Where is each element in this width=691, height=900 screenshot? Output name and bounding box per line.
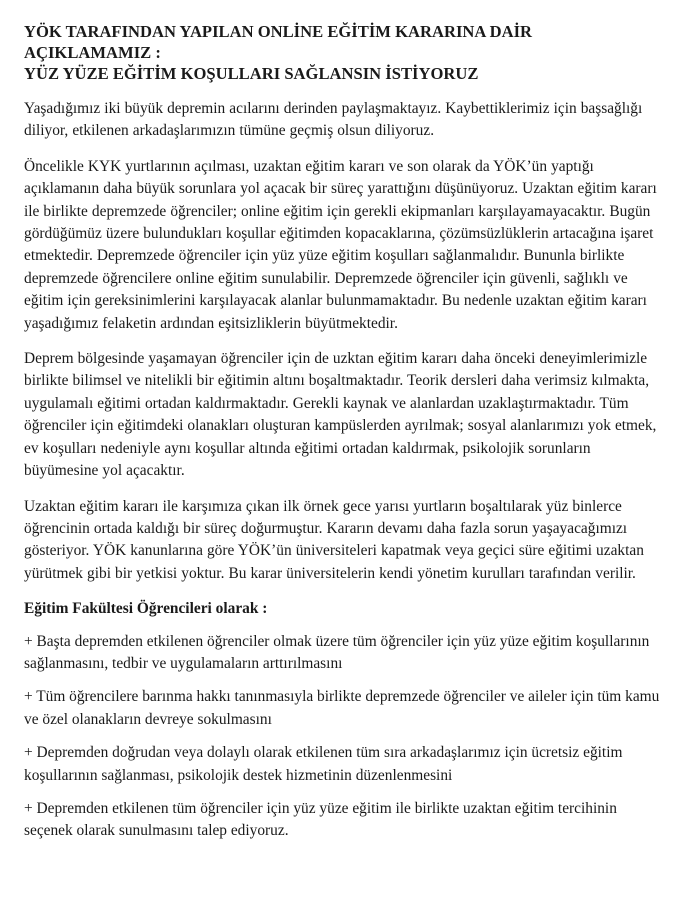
title-line: YÖK TARAFINDAN YAPILAN ONLİNE EĞİTİM KARARINA DAİR — [24, 22, 533, 41]
paragraph-remote-education-problems: Öncelikle KYK yurtlarının açılması, uzaktan eğitim kararı ve son olarak da YÖK’ün yaptığı açıklamanın daha büyük sorunlara yol açacak bir süreç yarattığını düşünüyoruz. Uzaktan eğitim kararı ile birlikte depremzede öğrenciler; online eğitim için gerekli ekipmanları karşılayamayacaktır. Bugün gördüğümüz üzere bulundukları koşullar eğitimden kopacaklarına, çözümsüzlüklerin artacağına işaret etmektedir. Depremzede öğrenciler için yüz yüze eğitim koşulları sağlanmalıdır. Bununla birlikte depremzede öğrencilere online eğitim sunulabilir. Depremzede öğrenciler için güvenli, sağlıklı ve eğitim için gereksinimlerini karşılayacak alanlar bulunmamaktadır. Bu nedenle uzaktan eğitim kararı yaşadığımız felaketin ardından eşitsizliklerin büyütmektedir. — [24, 157, 657, 332]
demands-heading: Eğitim Fakültesi Öğrencileri olarak : — [24, 600, 268, 618]
demand-item: + Başta depremden etkilenen öğrenciler olmak üzere tüm öğrenciler için yüz yüze eğitim koşullarının sağlanmasını, tedbir ve uygulamaların arttırılmasını — [24, 632, 650, 672]
paragraph-non-affected-students: Deprem bölgesinde yaşamayan öğrenciler için de uzktan eğitim kararı daha önceki deneyimlerimizle birlikte bilimsel ve nitelikli bir eğitimin altını boşaltmaktadır. Teorik dersleri daha verimsiz kılmakta, uygulamalı eğitimi ortadan kaldırmaktadır. Gerekli kaynak ve alanlardan uzaklaştırmaktadır. Tüm öğrenciler için eğitimdeki olanakları oluşturan kampüslerden ayrılmak; sosyal alanlarımızı yok etmek, ev koşulları nedeniyle aynı koşullar altında eğitimi ortadan kaldırmak, psikolojik sorunların büyümesine yol açacaktır. — [24, 350, 657, 480]
title-line: YÜZ YÜZE EĞİTİM KOŞULLARI SAĞLANSIN İSTİYORUZ — [24, 64, 479, 83]
demand-item: + Tüm öğrencilere barınma hakkı tanınmasıyla birlikte depremzede öğrenciler ve aileler için tüm kamu ve özel olanakların devreye sokulmasını — [24, 688, 660, 728]
demand-item: + Depremden doğrudan veya dolaylı olarak etkilenen tüm sıra arkadaşlarımız için ücretsiz eğitim koşullarının sağlanması, psikolojik destek hizmetinin düzenlenmesini — [24, 744, 623, 784]
paragraph-legal-authority: Uzaktan eğitim kararı ile karşımıza çıkan ilk örnek gece yarısı yurtların boşaltılarak yüz binlerce öğrencinin ortada kaldığı bir süreç doğurmuştur. Kararın devamı daha fazla sorun yaşayacağımızı gösteriyor. YÖK kanunlarına göre YÖK’ün üniversiteleri kapatmak veya geçici süre eğitimi uzaktan yürütmek gibi bir yetkisi yoktur. Bu karar üniversitelerin kendi yönetim kurulları tarafından verilir. — [24, 497, 644, 582]
title-line: AÇIKLAMAMIZ : — [24, 43, 161, 62]
document-title — [24, 21, 667, 84]
demand-item: + Depremden etkilenen tüm öğrenciler için yüz yüze eğitim ile birlikte uzaktan eğitim tercihinin seçenek olarak sunulmasını talep ediyoruz. — [24, 799, 617, 840]
paragraph-condolences: Yaşadığımız iki büyük depremin acılarını derinden paylaşmaktayız. Kaybettiklerimiz için başsağlığı diliyor, etkilenen arkadaşlarımızın tümüne geçmiş olsun diliyoruz. — [24, 100, 643, 140]
